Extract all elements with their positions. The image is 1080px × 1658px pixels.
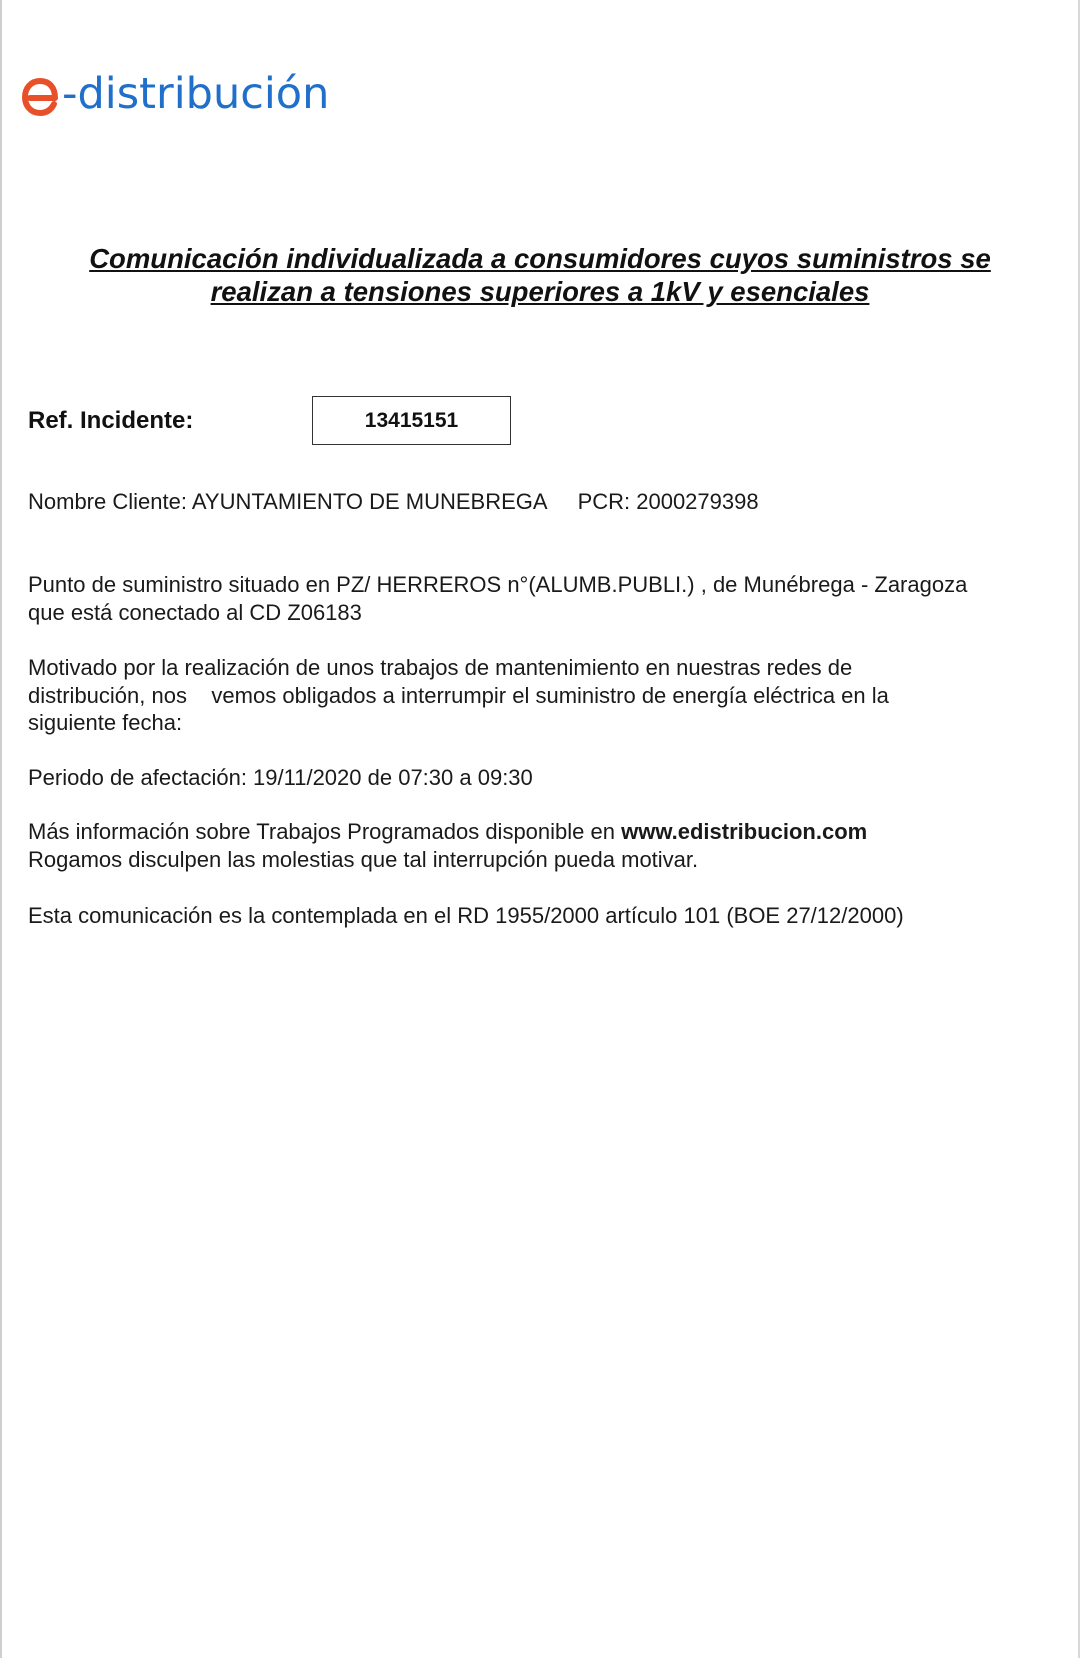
supply-point-paragraph — [28, 571, 967, 626]
edistribucion-logo — [20, 66, 329, 122]
motive-line-2: distribución, nos vemos obligados a interrumpir el suministro de energía eléctrica en la — [28, 682, 889, 708]
info-paragraph — [28, 818, 867, 873]
client-info-line — [28, 488, 759, 516]
page-edge-left — [0, 0, 2, 1658]
client-pcr: PCR: 2000279398 — [577, 489, 759, 514]
e-logo-icon — [20, 77, 60, 117]
supply-point-line-1: Punto de suministro situado en PZ/ HERREROS n°(ALUMB.PUBLI.) , de Munébrega - Zaragoza — [28, 572, 968, 597]
motive-line-3: siguiente fecha: — [28, 710, 183, 735]
website-link[interactable]: www.edistribucion.com — [621, 819, 868, 844]
reference-value: 13415151 — [364, 408, 459, 432]
motive-line-1: Motivado por la realización de unos trabajos de mantenimiento en nuestras redes de — [28, 655, 853, 680]
legal-notice: Esta comunicación es la contemplada en el RD 1955/2000 artículo 101 (BOE 27/12/2000) — [28, 903, 904, 928]
document-title — [60, 242, 1020, 308]
logo-text: -distribución — [62, 69, 330, 119]
apology-text: Rogamos disculpen las molestias que tal interrupción pueda motivar. — [28, 846, 699, 872]
affected-period: Periodo de afectación: 19/11/2020 de 07:30 a 09:30 — [28, 765, 533, 790]
title-line-2: realizan a tensiones superiores a 1kV y esenciales — [210, 276, 870, 307]
info-prefix: Más información sobre Trabajos Programados disponible en — [28, 819, 615, 844]
reference-value-box — [312, 396, 511, 445]
title-line-1: Comunicación individualizada a consumidores cuyos suministros se — [89, 243, 991, 274]
motive-paragraph — [28, 654, 889, 737]
reference-label: Ref. Incidente: — [28, 407, 194, 434]
supply-point-line-2: que está conectado al CD Z06183 — [28, 599, 362, 625]
client-name: Nombre Cliente: AYUNTAMIENTO DE MUNEBREGA — [28, 489, 548, 514]
